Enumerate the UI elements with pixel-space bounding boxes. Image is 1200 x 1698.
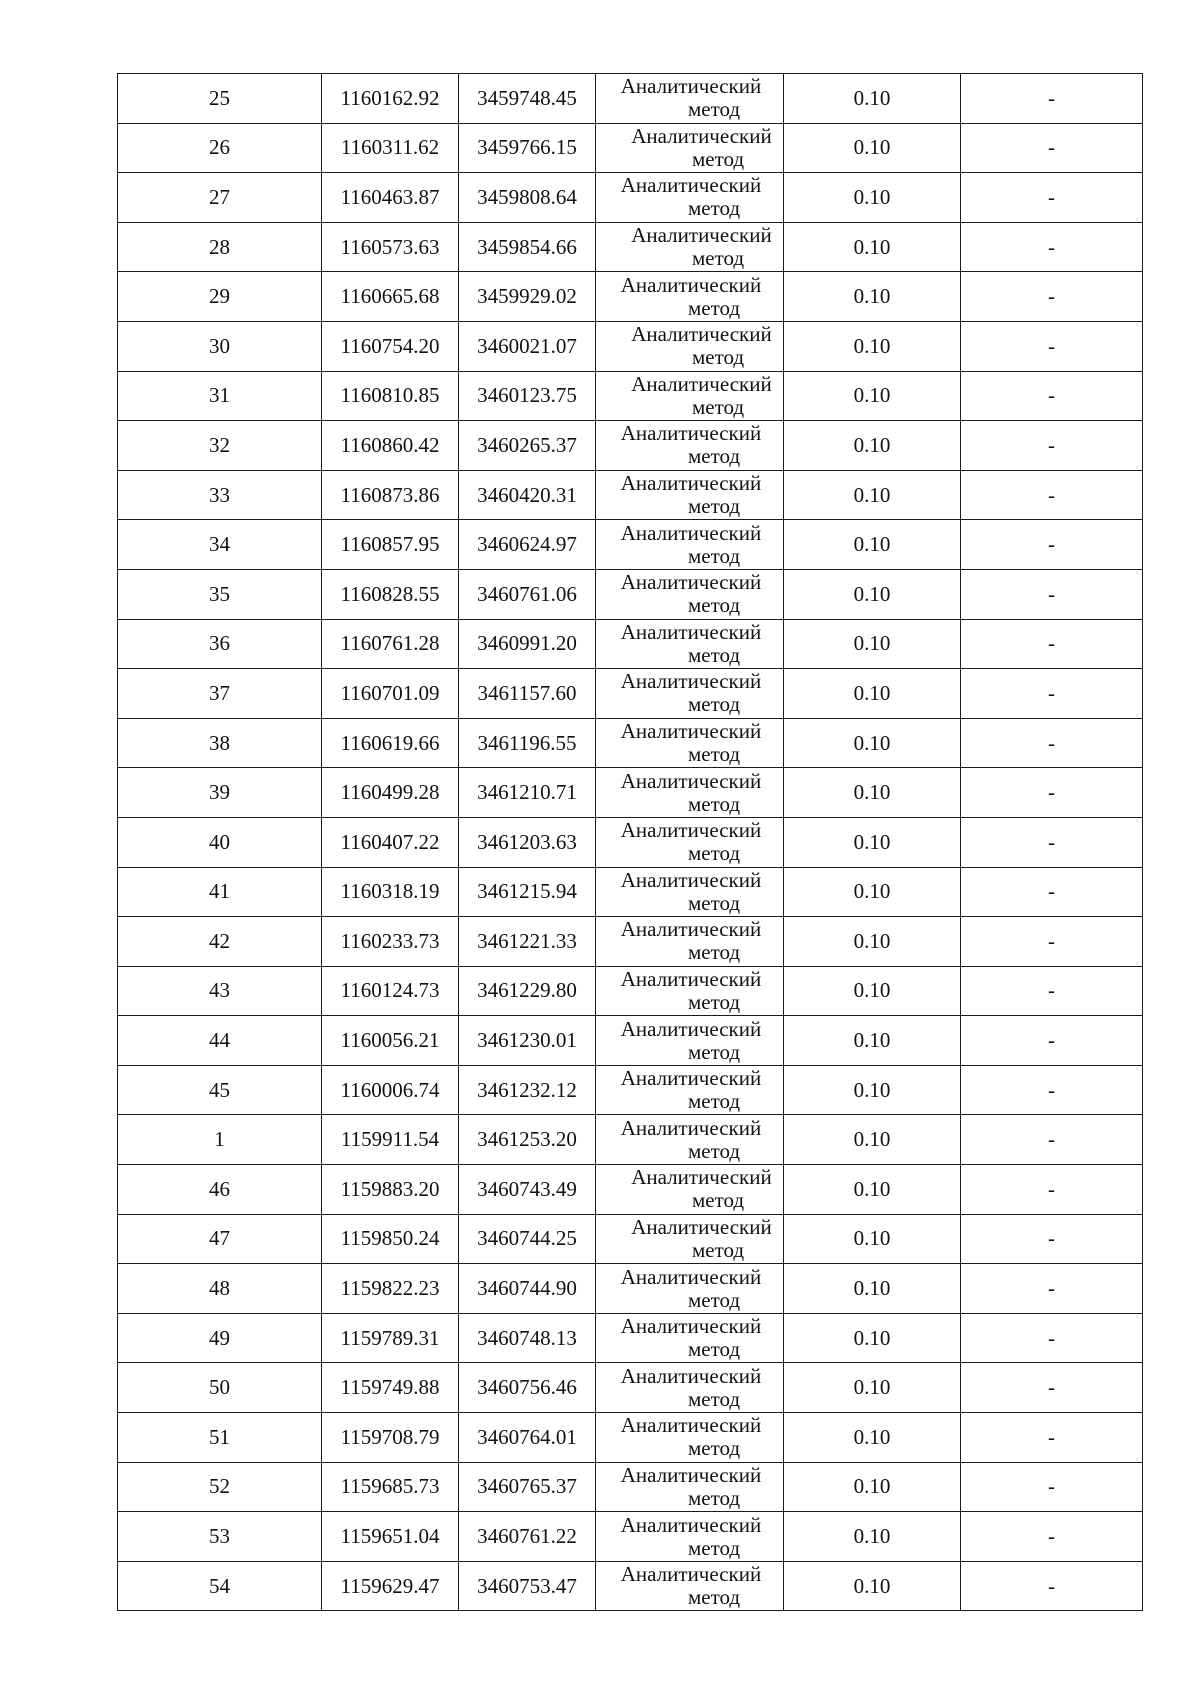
note-cell: - [961,123,1143,173]
note-cell: - [961,421,1143,471]
method-line-1: Аналитический [620,669,762,694]
method-line-2: метод [687,295,741,320]
point-number-cell: 28 [118,222,322,272]
y-coordinate-cell: 3460761.22 [459,1512,596,1562]
y-coordinate-cell: 3461221.33 [459,917,596,967]
method-line-2: метод [687,1337,741,1362]
point-number-cell: 29 [118,272,322,322]
method-line-2: метод [687,1535,741,1560]
method-cell [596,74,784,124]
accuracy-cell: 0.10 [784,272,961,322]
method-line-1: Аналитический [620,619,762,644]
method-line-2: метод [687,989,741,1014]
note-cell: - [961,867,1143,917]
x-coordinate-cell: 1159629.47 [322,1561,459,1611]
accuracy-cell: 0.10 [784,1462,961,1512]
method-cell [596,1165,784,1215]
method-line-1: Аналитический [631,1214,772,1239]
point-number-cell: 30 [118,321,322,371]
accuracy-cell: 0.10 [784,123,961,173]
y-coordinate-cell: 3459748.45 [459,74,596,124]
x-coordinate-cell: 1160124.73 [322,966,459,1016]
method-cell [596,1413,784,1463]
method-line-2: метод [687,196,741,221]
accuracy-cell: 0.10 [784,718,961,768]
x-coordinate-cell: 1160311.62 [322,123,459,173]
note-cell: - [961,1363,1143,1413]
x-coordinate-cell: 1160857.95 [322,520,459,570]
method-line-2: метод [691,394,745,419]
accuracy-cell: 0.10 [784,768,961,818]
method-cell [596,1214,784,1264]
point-number-cell: 31 [118,371,322,421]
accuracy-cell: 0.10 [784,1065,961,1115]
note-cell: - [961,1165,1143,1215]
table-row [118,321,1143,371]
y-coordinate-cell: 3460765.37 [459,1462,596,1512]
x-coordinate-cell: 1160828.55 [322,569,459,619]
accuracy-cell: 0.10 [784,1363,961,1413]
accuracy-cell: 0.10 [784,1313,961,1363]
method-cell [596,1264,784,1314]
accuracy-cell: 0.10 [784,669,961,719]
method-cell [596,470,784,520]
method-line-1: Аналитический [620,272,762,297]
table-row [118,1065,1143,1115]
point-number-cell: 27 [118,173,322,223]
point-number-cell: 50 [118,1363,322,1413]
coordinates-table [117,73,1143,1611]
accuracy-cell: 0.10 [784,1115,961,1165]
table-row [118,966,1143,1016]
table-row [118,74,1143,124]
table-row [118,1115,1143,1165]
accuracy-cell: 0.10 [784,173,961,223]
point-number-cell: 1 [118,1115,322,1165]
note-cell: - [961,470,1143,520]
method-line-1: Аналитический [620,1314,762,1339]
method-cell [596,1065,784,1115]
note-cell: - [961,619,1143,669]
x-coordinate-cell: 1159850.24 [322,1214,459,1264]
x-coordinate-cell: 1160860.42 [322,421,459,471]
method-cell [596,718,784,768]
point-number-cell: 35 [118,569,322,619]
method-cell [596,1363,784,1413]
accuracy-cell: 0.10 [784,222,961,272]
point-number-cell: 42 [118,917,322,967]
point-number-cell: 44 [118,1016,322,1066]
method-line-2: метод [687,543,741,568]
method-line-1: Аналитический [620,768,762,793]
method-line-2: метод [687,1138,741,1163]
accuracy-cell: 0.10 [784,371,961,421]
method-cell [596,222,784,272]
note-cell: - [961,371,1143,421]
accuracy-cell: 0.10 [784,321,961,371]
note-cell: - [961,1313,1143,1363]
point-number-cell: 36 [118,619,322,669]
accuracy-cell: 0.10 [784,817,961,867]
y-coordinate-cell: 3460624.97 [459,520,596,570]
point-number-cell: 37 [118,669,322,719]
table-row [118,619,1143,669]
table-row [118,470,1143,520]
method-line-2: метод [687,890,741,915]
note-cell: - [961,1264,1143,1314]
table-row [118,1561,1143,1611]
x-coordinate-cell: 1159911.54 [322,1115,459,1165]
method-line-1: Аналитический [620,1512,762,1537]
accuracy-cell: 0.10 [784,74,961,124]
table-row [118,421,1143,471]
method-line-2: метод [691,146,745,171]
point-number-cell: 38 [118,718,322,768]
method-line-2: метод [691,1188,745,1213]
accuracy-cell: 0.10 [784,520,961,570]
table-row [118,1363,1143,1413]
accuracy-cell: 0.10 [784,917,961,967]
x-coordinate-cell: 1160233.73 [322,917,459,967]
y-coordinate-cell: 3461203.63 [459,817,596,867]
method-cell [596,619,784,669]
y-coordinate-cell: 3459808.64 [459,173,596,223]
method-line-1: Аналитический [631,123,772,148]
x-coordinate-cell: 1160754.20 [322,321,459,371]
y-coordinate-cell: 3460748.13 [459,1313,596,1363]
method-cell [596,520,784,570]
method-line-2: метод [691,345,745,370]
table-row [118,768,1143,818]
method-cell [596,272,784,322]
accuracy-cell: 0.10 [784,966,961,1016]
x-coordinate-cell: 1160318.19 [322,867,459,917]
method-line-2: метод [687,791,741,816]
note-cell: - [961,917,1143,967]
note-cell: - [961,669,1143,719]
accuracy-cell: 0.10 [784,569,961,619]
note-cell: - [961,966,1143,1016]
note-cell: - [961,173,1143,223]
point-number-cell: 40 [118,817,322,867]
x-coordinate-cell: 1160619.66 [322,718,459,768]
x-coordinate-cell: 1159822.23 [322,1264,459,1314]
method-cell [596,867,784,917]
method-cell [596,817,784,867]
method-line-2: метод [691,246,745,271]
method-line-1: Аналитический [620,1066,762,1091]
accuracy-cell: 0.10 [784,1512,961,1562]
note-cell: - [961,817,1143,867]
x-coordinate-cell: 1160006.74 [322,1065,459,1115]
method-line-1: Аналитический [620,1115,762,1140]
method-line-1: Аналитический [620,1016,762,1041]
x-coordinate-cell: 1159651.04 [322,1512,459,1562]
table-row [118,1165,1143,1215]
note-cell: - [961,272,1143,322]
x-coordinate-cell: 1160665.68 [322,272,459,322]
y-coordinate-cell: 3460265.37 [459,421,596,471]
accuracy-cell: 0.10 [784,1214,961,1264]
y-coordinate-cell: 3461232.12 [459,1065,596,1115]
y-coordinate-cell: 3460764.01 [459,1413,596,1463]
method-line-2: метод [691,1237,745,1262]
x-coordinate-cell: 1160761.28 [322,619,459,669]
method-line-2: метод [687,593,741,618]
y-coordinate-cell: 3461196.55 [459,718,596,768]
point-number-cell: 25 [118,74,322,124]
table-row [118,1512,1143,1562]
note-cell: - [961,1462,1143,1512]
x-coordinate-cell: 1159749.88 [322,1363,459,1413]
method-cell [596,966,784,1016]
accuracy-cell: 0.10 [784,1413,961,1463]
method-cell [596,371,784,421]
table-row [118,917,1143,967]
table-row [118,817,1143,867]
note-cell: - [961,1413,1143,1463]
x-coordinate-cell: 1160810.85 [322,371,459,421]
method-line-2: метод [687,97,741,122]
method-cell [596,1512,784,1562]
x-coordinate-cell: 1160499.28 [322,768,459,818]
point-number-cell: 52 [118,1462,322,1512]
method-line-1: Аналитический [631,371,772,396]
y-coordinate-cell: 3461215.94 [459,867,596,917]
method-line-2: метод [687,1287,741,1312]
y-coordinate-cell: 3460744.25 [459,1214,596,1264]
table-row [118,867,1143,917]
y-coordinate-cell: 3460123.75 [459,371,596,421]
method-line-2: метод [687,494,741,519]
point-number-cell: 39 [118,768,322,818]
method-cell [596,321,784,371]
method-line-1: Аналитический [620,1264,762,1289]
table-row [118,1462,1143,1512]
method-line-1: Аналитический [620,917,762,942]
y-coordinate-cell: 3461229.80 [459,966,596,1016]
method-line-1: Аналитический [620,173,762,198]
point-number-cell: 26 [118,123,322,173]
table-row [118,569,1143,619]
y-coordinate-cell: 3459766.15 [459,123,596,173]
x-coordinate-cell: 1160162.92 [322,74,459,124]
method-cell [596,1313,784,1363]
table-row [118,1264,1143,1314]
y-coordinate-cell: 3460744.90 [459,1264,596,1314]
note-cell: - [961,321,1143,371]
method-line-2: метод [687,1089,741,1114]
table-row [118,1016,1143,1066]
point-number-cell: 46 [118,1165,322,1215]
note-cell: - [961,768,1143,818]
method-line-2: метод [687,692,741,717]
point-number-cell: 34 [118,520,322,570]
note-cell: - [961,569,1143,619]
method-line-1: Аналитический [631,322,772,347]
method-cell [596,1561,784,1611]
method-line-2: метод [687,642,741,667]
note-cell: - [961,1016,1143,1066]
accuracy-cell: 0.10 [784,421,961,471]
y-coordinate-cell: 3460991.20 [459,619,596,669]
method-cell [596,173,784,223]
y-coordinate-cell: 3461157.60 [459,669,596,719]
x-coordinate-cell: 1160463.87 [322,173,459,223]
accuracy-cell: 0.10 [784,1165,961,1215]
point-number-cell: 45 [118,1065,322,1115]
method-line-1: Аналитический [620,471,762,496]
method-cell [596,1462,784,1512]
point-number-cell: 43 [118,966,322,1016]
note-cell: - [961,1115,1143,1165]
point-number-cell: 49 [118,1313,322,1363]
table-row [118,173,1143,223]
y-coordinate-cell: 3460753.47 [459,1561,596,1611]
table-row [118,1413,1143,1463]
method-line-2: метод [687,1585,741,1610]
method-line-2: метод [687,1485,741,1510]
accuracy-cell: 0.10 [784,1016,961,1066]
y-coordinate-cell: 3459929.02 [459,272,596,322]
point-number-cell: 32 [118,421,322,471]
method-cell [596,917,784,967]
method-cell [596,123,784,173]
method-line-2: метод [687,742,741,767]
method-line-1: Аналитический [620,867,762,892]
method-line-1: Аналитический [620,966,762,991]
accuracy-cell: 0.10 [784,1561,961,1611]
y-coordinate-cell: 3460743.49 [459,1165,596,1215]
note-cell: - [961,1561,1143,1611]
point-number-cell: 51 [118,1413,322,1463]
method-line-1: Аналитический [620,1363,762,1388]
table-row [118,123,1143,173]
table-row [118,272,1143,322]
table-row [118,669,1143,719]
y-coordinate-cell: 3461230.01 [459,1016,596,1066]
y-coordinate-cell: 3461253.20 [459,1115,596,1165]
method-line-1: Аналитический [620,719,762,744]
x-coordinate-cell: 1160873.86 [322,470,459,520]
method-line-1: Аналитический [620,421,762,446]
x-coordinate-cell: 1160056.21 [322,1016,459,1066]
note-cell: - [961,1065,1143,1115]
accuracy-cell: 0.10 [784,867,961,917]
method-line-1: Аналитический [620,1413,762,1438]
x-coordinate-cell: 1159708.79 [322,1413,459,1463]
note-cell: - [961,1214,1143,1264]
method-line-2: метод [687,444,741,469]
method-cell [596,768,784,818]
accuracy-cell: 0.10 [784,470,961,520]
point-number-cell: 48 [118,1264,322,1314]
table-row [118,371,1143,421]
method-line-1: Аналитический [631,223,772,248]
method-line-2: метод [687,1039,741,1064]
note-cell: - [961,718,1143,768]
x-coordinate-cell: 1159685.73 [322,1462,459,1512]
y-coordinate-cell: 3460761.06 [459,569,596,619]
coordinates-table-body [118,74,1143,1611]
x-coordinate-cell: 1160701.09 [322,669,459,719]
method-line-2: метод [687,940,741,965]
table-row [118,222,1143,272]
x-coordinate-cell: 1159789.31 [322,1313,459,1363]
y-coordinate-cell: 3460756.46 [459,1363,596,1413]
table-row [118,520,1143,570]
x-coordinate-cell: 1160407.22 [322,817,459,867]
y-coordinate-cell: 3461210.71 [459,768,596,818]
x-coordinate-cell: 1159883.20 [322,1165,459,1215]
note-cell: - [961,222,1143,272]
point-number-cell: 47 [118,1214,322,1264]
note-cell: - [961,1512,1143,1562]
method-cell [596,569,784,619]
method-cell [596,1016,784,1066]
point-number-cell: 53 [118,1512,322,1562]
method-line-1: Аналитический [620,520,762,545]
y-coordinate-cell: 3459854.66 [459,222,596,272]
method-line-2: метод [687,1436,741,1461]
accuracy-cell: 0.10 [784,619,961,669]
table-row [118,1313,1143,1363]
y-coordinate-cell: 3460420.31 [459,470,596,520]
y-coordinate-cell: 3460021.07 [459,321,596,371]
method-line-1: Аналитический [620,818,762,843]
accuracy-cell: 0.10 [784,1264,961,1314]
x-coordinate-cell: 1160573.63 [322,222,459,272]
method-line-1: Аналитический [620,1462,762,1487]
method-line-2: метод [687,841,741,866]
method-line-2: метод [687,1386,741,1411]
method-cell [596,1115,784,1165]
method-cell [596,421,784,471]
table-row [118,718,1143,768]
method-line-1: Аналитический [631,1165,772,1190]
method-line-1: Аналитический [620,1562,762,1587]
method-cell [596,669,784,719]
method-line-1: Аналитический [620,74,762,99]
table-row [118,1214,1143,1264]
point-number-cell: 54 [118,1561,322,1611]
method-line-1: Аналитический [620,570,762,595]
point-number-cell: 33 [118,470,322,520]
note-cell: - [961,74,1143,124]
point-number-cell: 41 [118,867,322,917]
note-cell: - [961,520,1143,570]
